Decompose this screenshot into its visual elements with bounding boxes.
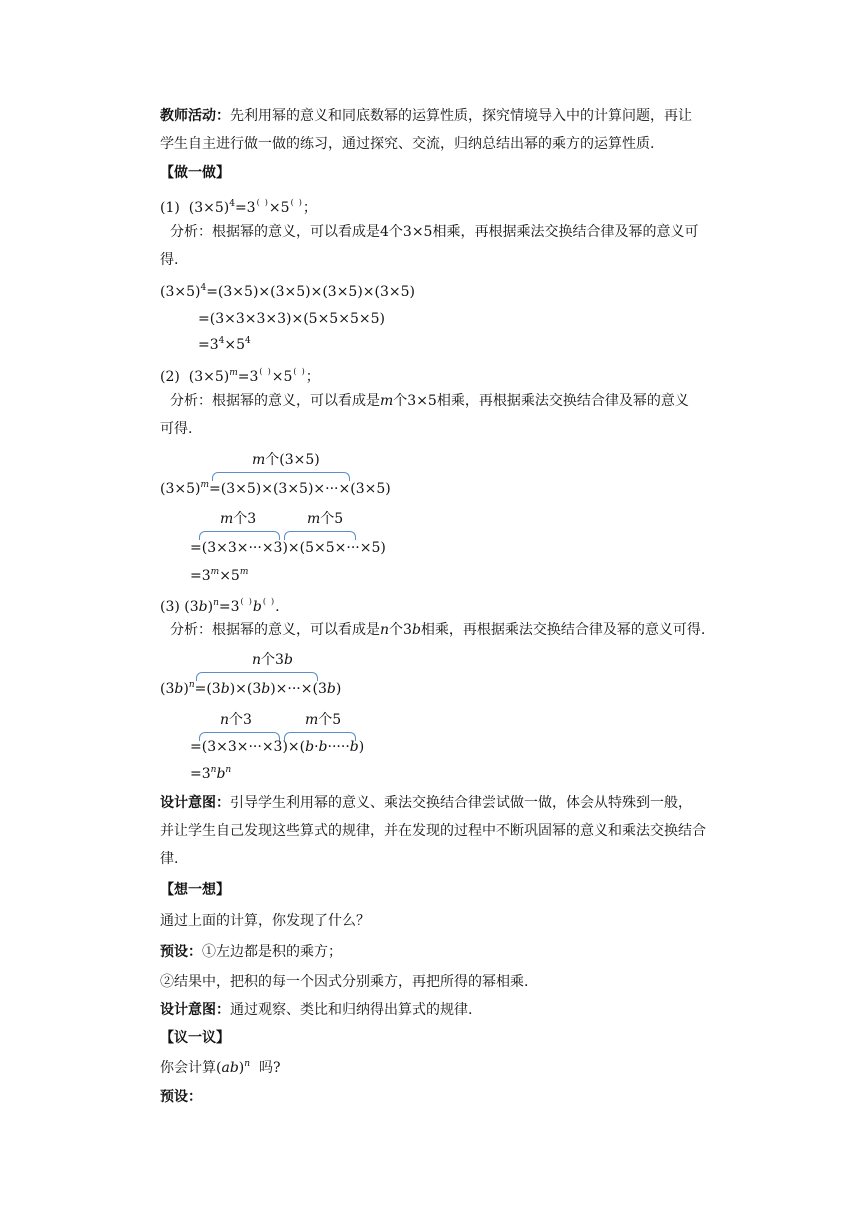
q2-step-3-a: =3	[190, 568, 211, 584]
q3-lhs-c: )	[207, 599, 214, 615]
q1-end: ；	[302, 200, 317, 216]
q3-step-1	[160, 679, 341, 699]
q3-step-2-b1: b	[305, 739, 315, 755]
q2-times5: ×5	[271, 369, 293, 385]
q1-blank-2: ( )	[290, 198, 302, 207]
section-heading-yi: 【议一议】	[160, 1030, 230, 1046]
q2-label-2	[307, 509, 343, 529]
preset-1-text: ①左边都是积的乘方；	[202, 944, 342, 960]
q3-step-3-a: =3	[190, 766, 211, 782]
q3-step-2-a: =(3×3×···×3)×(	[190, 739, 306, 755]
q1-step-1-b: =(3×5)×(3×5)×(3×5)×(3×5)	[206, 284, 415, 300]
q3-end: .	[275, 599, 280, 615]
q2-analysis-1	[170, 391, 689, 411]
q1-step-3	[198, 335, 251, 355]
q2-label-1-m: m	[220, 511, 234, 527]
q2-label-2-m: m	[307, 511, 321, 527]
design-intent-1-label: 设计意图：	[160, 795, 230, 811]
design-intent-1-line1	[160, 793, 692, 813]
yi-question-c: 吗?	[250, 1060, 281, 1076]
design-intent-1-text1: 引导学生利用幂的意义、乘法交换结合律尝试做一做，体会从特殊到一般，	[230, 795, 692, 811]
q2-label-1	[220, 509, 256, 529]
q3-step-2-b3: b	[349, 739, 359, 755]
q3-b: b	[252, 599, 262, 615]
q3-step-3-b: b	[216, 766, 226, 782]
q2-step-1-a: (3×5)	[160, 481, 201, 497]
q3-blank-2: ( )	[262, 597, 275, 606]
q3-eq3: =3	[218, 599, 240, 615]
q2-problem	[160, 362, 320, 387]
q2-step-3-exp2: m	[239, 567, 249, 577]
q2-analysis-a: 分析：根据幂的意义，可以看成是	[170, 393, 380, 409]
q3-step-2-c: )	[358, 739, 365, 755]
preset-3: 预设：	[160, 1089, 202, 1105]
q1-step-1	[160, 282, 415, 302]
q3-step-2	[190, 737, 364, 757]
q3-step-2-b2: b	[318, 739, 328, 755]
q2-label-2-text: 个5	[320, 511, 344, 527]
q3-blank-1: ( )	[240, 597, 252, 606]
q3-step-2-dot2: ·····	[327, 739, 350, 755]
q2-top-label: 个(3×5)	[265, 452, 320, 468]
q3-top-brace-label	[252, 650, 293, 670]
design-intent-1-line3: 律.	[160, 851, 179, 867]
q3-step-1-c: )	[183, 681, 189, 697]
q3-top-label-a: 个3	[261, 652, 284, 668]
q1-blank-1: ( )	[256, 198, 268, 207]
xiang-question: 通过上面的计算，你发现了什么？	[160, 913, 370, 929]
q1-times5: ×5	[268, 200, 290, 216]
q1-step-1-a: (3×5)	[160, 284, 201, 300]
q3-problem	[160, 592, 280, 617]
q1-step-3-a: =3	[198, 337, 219, 353]
q3-analysis-b: 个3	[389, 622, 412, 638]
q3-label-1-text: 个3	[229, 712, 252, 728]
design-intent-2-text: 通过观察、类比和归纳得出算式的规律.	[230, 1002, 473, 1018]
q1-analysis-2: 得.	[160, 252, 179, 268]
q3-step-3-exp2: n	[225, 765, 232, 775]
q3-analysis-bb: b	[411, 622, 421, 638]
q1-step-3-exp: 4	[218, 336, 225, 346]
q3-step-1-exp: n	[188, 680, 195, 690]
intro-label: 教师活动：	[160, 108, 230, 124]
q3-top-n: n	[252, 652, 262, 668]
q2-exp: m	[229, 368, 238, 378]
preset-2: ②结果中，把积的每一个因式分别乘方，再把所得的幂相乘.	[160, 974, 529, 990]
q2-analysis-2: 可得.	[160, 421, 193, 437]
intro-text-1: 先利用幂的意义和同底数幂的运算性质，探究情境导入中的计算问题，再让	[230, 108, 692, 124]
q3-step-1-h: b	[261, 681, 271, 697]
q1-number: (1)	[160, 200, 180, 216]
q3-analysis-c: 相乘，再根据乘法交换结合律及幂的意义可得.	[420, 622, 706, 638]
q3-step-1-d: =(3	[194, 681, 221, 697]
q3-step-1-g: )×(3	[229, 681, 262, 697]
q2-end: ；	[305, 369, 320, 385]
q2-lhs: (3×5)	[188, 369, 230, 385]
q2-analysis-b: 个3×5相乘，再根据乘法交换结合律及幂的意义	[393, 393, 689, 409]
q2-top-m: m	[252, 452, 266, 468]
intro-text-2: 学生自主进行做一做的练习，通过探究、交流，归纳总结出幂的乘方的运算性质.	[160, 136, 655, 152]
q3-label-2	[305, 710, 341, 730]
q2-step-1-b: =(3×5)×(3×5)×···×(3×5)	[209, 481, 391, 497]
design-intent-1-line2: 并让学生自己发现这些算式的规律，并在发现的过程中不断巩固幂的意义和乘法交换结合	[160, 823, 706, 839]
q3-step-1-a: (3	[160, 681, 175, 697]
q1-step-1-exp: 4	[200, 283, 207, 293]
section-heading-zuo: 【做一做】	[160, 165, 230, 181]
q2-eq3: =3	[237, 369, 259, 385]
q2-blank-2: ( )	[293, 367, 305, 376]
q3-step-3-exp: n	[210, 765, 217, 775]
preset-1-label: 预设：	[160, 944, 202, 960]
q3-step-2-dot1: ·	[314, 739, 319, 755]
q1-step-3-b: ×5	[224, 337, 246, 353]
q2-step-3	[190, 566, 248, 586]
q3-exp: n	[213, 598, 219, 608]
q2-label-1-text: 个3	[233, 511, 257, 527]
q3-label-2-text: 个5	[318, 712, 342, 728]
preset-1	[160, 942, 342, 962]
q1-lhs: (3×5)	[188, 200, 230, 216]
q3-label-1	[220, 710, 252, 730]
q3-step-1-k: )	[335, 681, 342, 697]
q2-number: (2)	[160, 369, 180, 385]
design-intent-2	[160, 1000, 472, 1020]
yi-question-b: )	[238, 1060, 245, 1076]
q3-analysis	[170, 620, 705, 640]
q3-step-1-b: b	[174, 681, 184, 697]
q1-problem	[160, 193, 317, 218]
q3-analysis-a: 分析：根据幂的意义，可以看成是	[170, 622, 380, 638]
q1-eq3: =3	[234, 200, 256, 216]
q3-step-1-j: b	[326, 681, 336, 697]
q3-step-1-f: b	[220, 681, 230, 697]
q2-analysis-m: m	[380, 393, 394, 409]
q2-step-1-exp: m	[200, 480, 210, 490]
q3-number: (3)	[160, 599, 180, 615]
q2-step-1	[160, 479, 391, 499]
q3-analysis-n: n	[380, 622, 390, 638]
q2-step-3-exp: m	[210, 567, 220, 577]
q2-top-brace-label	[252, 450, 320, 470]
yi-question-ab: ab	[221, 1060, 239, 1076]
q2-blank-1: ( )	[259, 367, 271, 376]
q2-step-3-b: ×5	[219, 568, 240, 584]
q3-label-1-n: n	[220, 712, 230, 728]
q3-lhs-a: (3	[184, 599, 199, 615]
q3-step-1-i: )×···×(3	[270, 681, 327, 697]
yi-question-a: 你会计算(	[160, 1060, 222, 1076]
yi-question-exp: n	[244, 1059, 251, 1069]
q3-step-3	[190, 764, 231, 784]
q3-top-label-b: b	[283, 652, 293, 668]
section-heading-xiang: 【想一想】	[160, 882, 230, 898]
q1-step-2: =(3×3×3×3)×(5×5×5×5)	[198, 311, 385, 327]
q1-exp: 4	[229, 199, 235, 209]
q1-step-3-exp2: 4	[245, 336, 251, 346]
design-intent-2-label: 设计意图：	[160, 1002, 230, 1018]
q3-lhs-b: b	[198, 599, 208, 615]
intro-paragraph-line1	[160, 106, 692, 126]
q3-label-2-m: m	[305, 712, 319, 728]
yi-question	[160, 1058, 280, 1078]
q1-analysis-1: 分析：根据幂的意义，可以看成是4个3×5相乘，再根据乘法交换结合律及幂的意义可	[170, 224, 699, 240]
q2-step-2: =(3×3×···×3)×(5×5×···×5)	[190, 540, 386, 556]
